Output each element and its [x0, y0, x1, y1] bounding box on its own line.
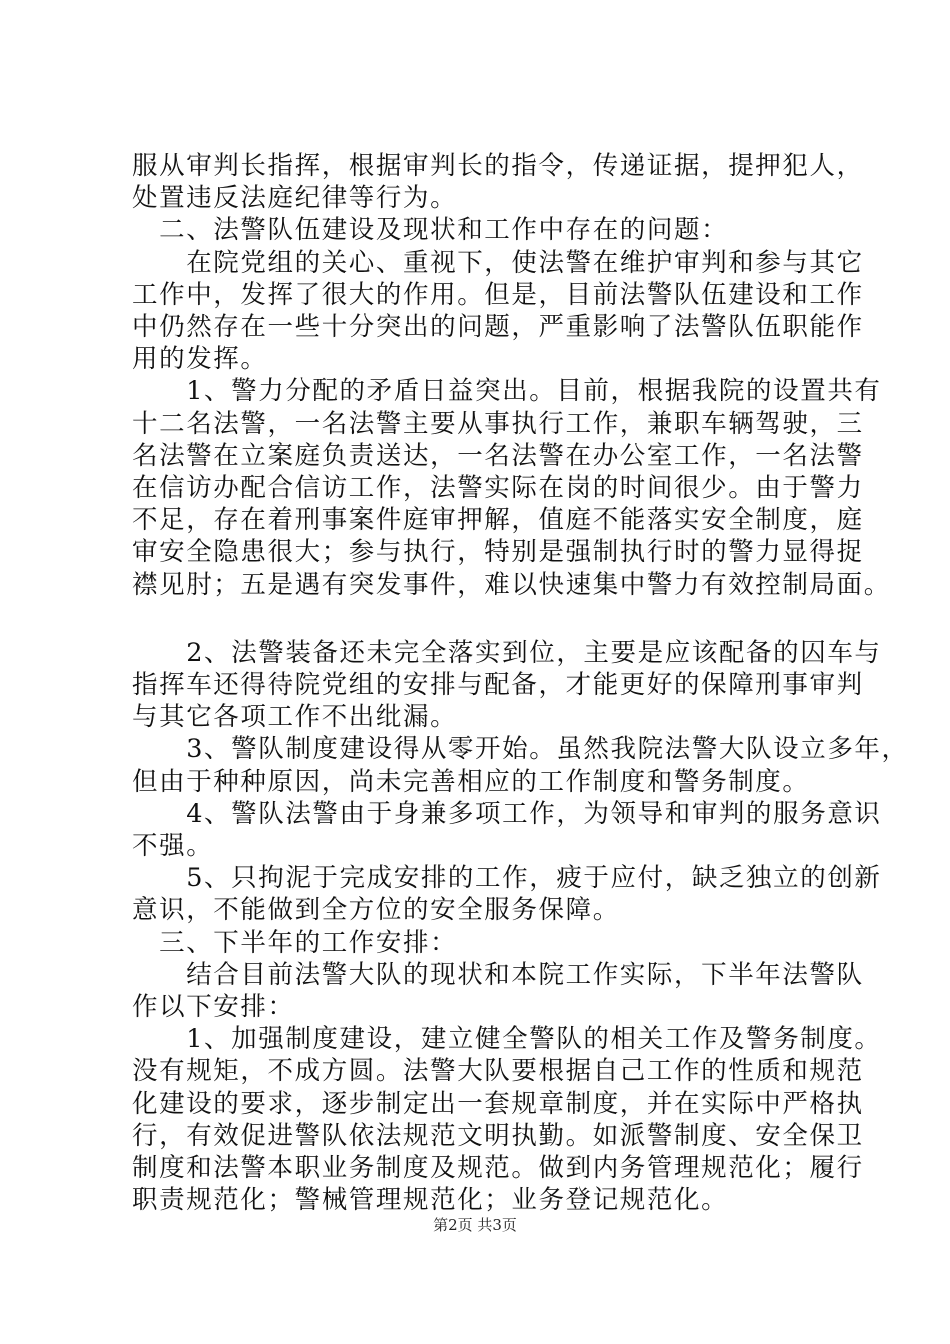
text-line: 不强。	[132, 831, 214, 862]
text-line: 2、法警装备还未完全落实到位，主要是应该配备的囚车与	[132, 637, 882, 668]
text-line: 服从审判长指挥，根据审判长的指令，传递证据，提押犯人，	[132, 151, 864, 181]
text-line: 意识，不能做到全方位的安全服务保障。	[132, 895, 620, 926]
section-heading: 三、下半年的工作安排：	[132, 927, 458, 958]
text-line: 5、只拘泥于完成安排的工作，疲于应付，缺乏独立的创新	[132, 863, 882, 894]
text-line: 制度和法警本职业务制度及规范。做到内务管理规范化；履行	[132, 1153, 864, 1184]
text-line: 1、警力分配的矛盾日益突出。目前，根据我院的设置共有	[132, 376, 882, 407]
text-line: 审安全隐患很大；参与执行，特别是强制执行时的警力显得捉	[132, 537, 864, 568]
text-line: 1、加强制度建设，建立健全警队的相关工作及警务制度。	[132, 1024, 882, 1055]
text-line: 3、警队制度建设得从零开始。虽然我院法警大队设立多年，	[132, 734, 909, 765]
text-line: 4、警队法警由于身兼多项工作，为领导和审判的服务意识	[132, 798, 882, 829]
text-line: 指挥车还得待院党组的安排与配备，才能更好的保障刑事审判	[132, 670, 864, 701]
text-line: 行，有效促进警队依法规范文明执勤。如派警制度、安全保卫	[132, 1120, 864, 1151]
text-line: 不足，存在着刑事案件庭审押解，值庭不能落实安全制度，庭	[132, 505, 864, 536]
body-text	[132, 150, 909, 1217]
text-line: 但由于种种原因，尚未完善相应的工作制度和警务制度。	[132, 766, 810, 797]
text-line: 中仍然存在一些十分突出的问题，严重影响了法警队伍职能作	[132, 312, 864, 343]
text-line: 在信访办配合信访工作，法警实际在岗的时间很少。由于警力	[132, 473, 864, 504]
section-heading: 二、法警队伍建设及现状和工作中存在的问题：	[132, 215, 729, 246]
text-line: 襟见肘；五是遇有突发事件，难以快速集中警力有效控制局面。	[132, 569, 891, 600]
text-line: 用的发挥。	[132, 344, 268, 375]
text-line: 十二名法警，一名法警主要从事执行工作，兼职车辆驾驶，三	[132, 408, 864, 439]
text-line: 职责规范化；警械管理规范化；业务登记规范化。	[132, 1185, 729, 1216]
text-line: 没有规矩，不成方圆。法警大队要根据自己工作的性质和规范	[132, 1056, 864, 1087]
text-line: 处置违反法庭纪律等行为。	[132, 183, 458, 214]
page-footer: 第2页 共3页	[433, 1216, 517, 1234]
text-line: 结合目前法警大队的现状和本院工作实际，下半年法警队	[132, 959, 864, 990]
text-line: 化建设的要求，逐步制定出一套规章制度，并在实际中严格执	[132, 1088, 864, 1119]
paragraph-gap	[132, 601, 852, 637]
text-line: 工作中，发挥了很大的作用。但是，目前法警队伍建设和工作	[132, 279, 864, 310]
text-line: 与其它各项工作不出纰漏。	[132, 702, 458, 733]
text-line: 在院党组的关心、重视下，使法警在维护审判和参与其它	[132, 247, 864, 278]
text-line: 作以下安排：	[132, 992, 295, 1023]
text-line: 名法警在立案庭负责送达，一名法警在办公室工作，一名法警	[132, 440, 864, 471]
